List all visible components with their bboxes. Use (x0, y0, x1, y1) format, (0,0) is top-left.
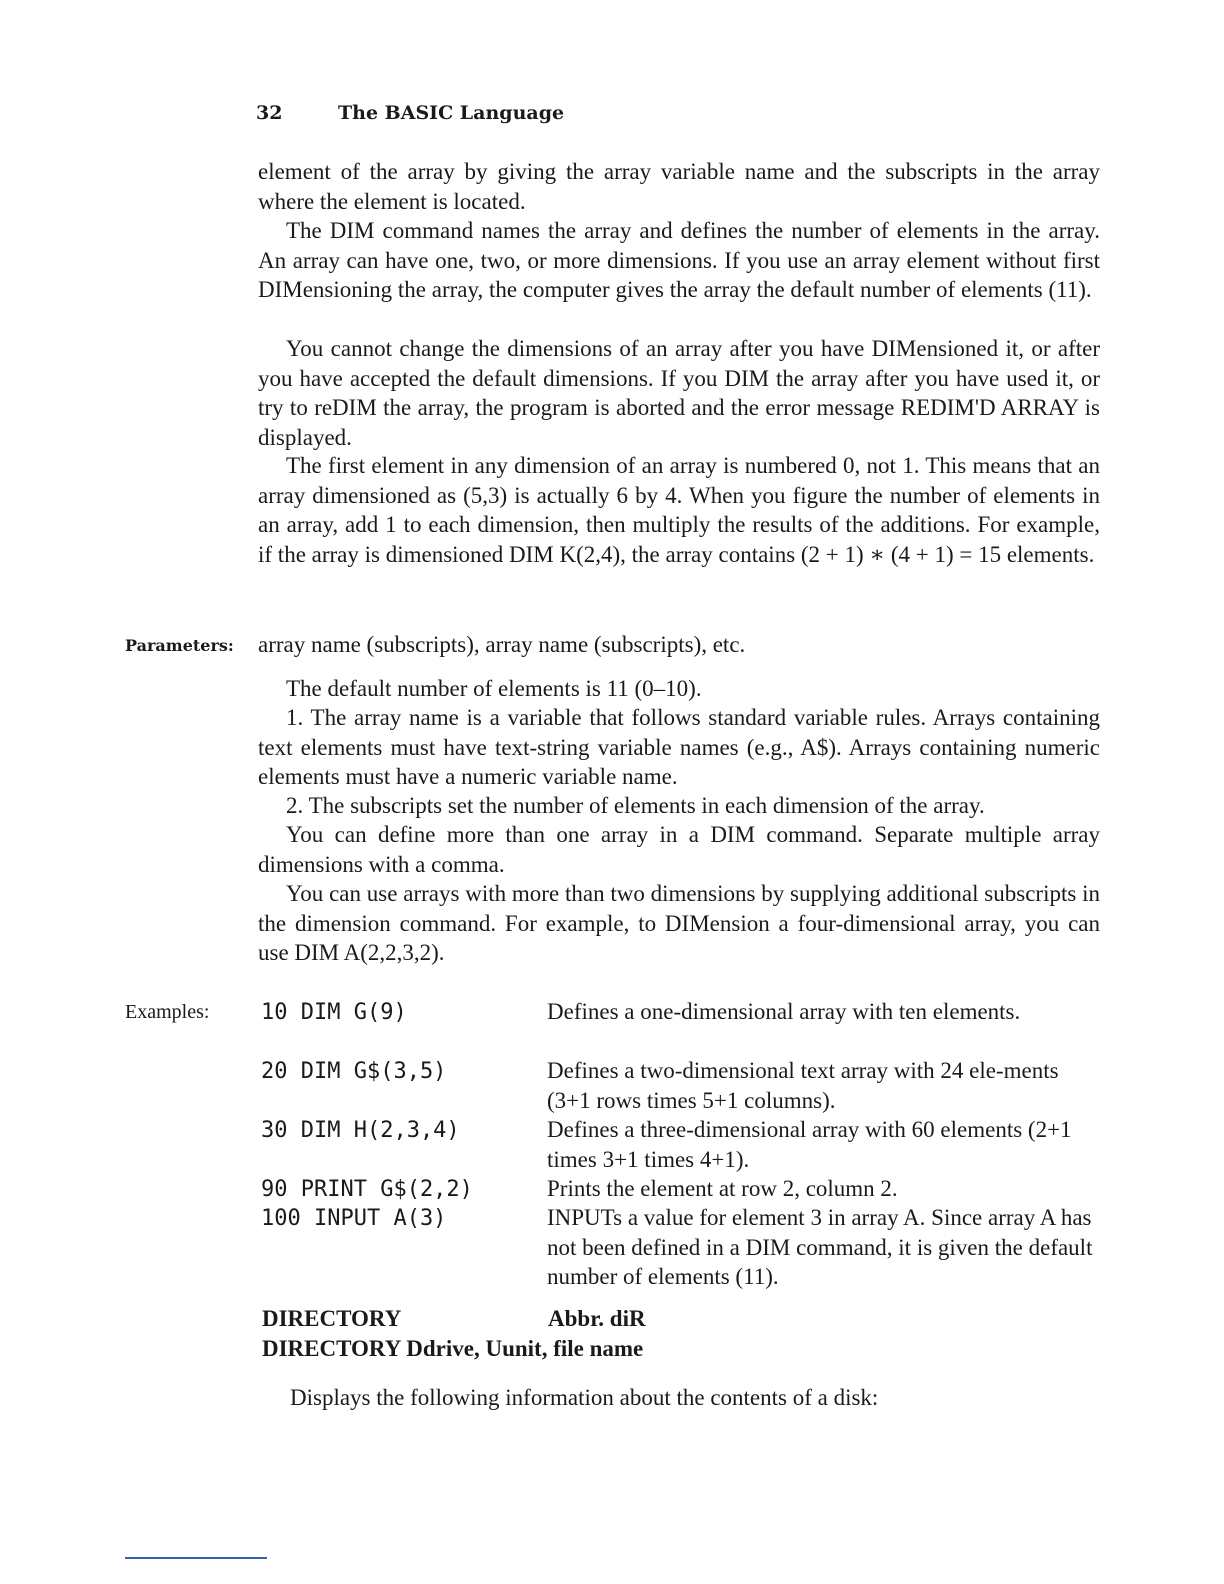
example-code-3: 30 DIM H(2,3,4) (261, 1118, 460, 1143)
directory-abbreviation: Abbr. diR (548, 1306, 646, 1331)
parameters-syntax: array name (subscripts), array name (subscripts), etc. (258, 632, 746, 657)
parameters-label: Parameters: (125, 636, 234, 655)
intro-paragraph-4: The first element in any dimension of an array is numbered 0, not 1. This means that an array dimensioned as (5,3) is actually 6 by 4. When you figure the number of elements in an array, add 1 to each dimension, then multiply the results of the additions. For example, if the array is dimensioned DIM K(2,4), the array contains (2 + 1) ∗ (4 + 1) = 15 elements. (258, 453, 1100, 567)
running-title: The BASIC Language (338, 102, 565, 124)
example-desc-1: Defines a one-dimensional array with ten elements. (547, 999, 1021, 1024)
example-code-2: 20 DIM G$(3,5) (261, 1059, 447, 1084)
example-desc-3: Defines a three-dimensional array with 60 elements (2+1 times 3+1 times 4+1). (547, 1117, 1072, 1172)
parameters-note-3: You can define more than one array in a DIM command. Separate multiple array dimensions with a comma. (258, 822, 1100, 877)
parameters-note-4: You can use arrays with more than two dimensions by supplying additional subscripts in the dimension command. For example, to DIMension a four-dimensional array, you can use DIM A(2,2,3,2). (258, 881, 1100, 965)
parameters-note-default: The default number of elements is 11 (0–10). (286, 676, 702, 701)
page-header (256, 102, 564, 124)
directory-heading: DIRECTORY (262, 1306, 402, 1331)
example-desc-4: Prints the element at row 2, column 2. (547, 1176, 898, 1201)
examples-label: Examples: (125, 1001, 210, 1023)
directory-description: Displays the following information about the contents of a disk: (290, 1385, 879, 1410)
directory-syntax: DIRECTORY Ddrive, Uunit, file name (262, 1336, 644, 1361)
intro-paragraph-2: The DIM command names the array and defines the number of elements in the array. An array can have one, two, or more dimensions. If you use an array element without first DIMensioning the array, the computer gives the array the default number of elements (11). (258, 218, 1100, 302)
page-number: 32 (256, 102, 283, 124)
example-code-5: 100 INPUT A(3) (261, 1206, 447, 1231)
parameters-note-2: 2. The subscripts set the number of elements in each dimension of the array. (286, 793, 985, 818)
intro-paragraph-1: element of the array by giving the array variable name and the subscripts in the array where the element is located. (258, 159, 1100, 214)
intro-paragraph-3: You cannot change the dimensions of an array after you have DIMensioned it, or after you have accepted the default dimensions. If you DIM the array after you have used it, or try to reDIM the array, the program is aborted and the error message REDIM'D ARRAY is displayed. (258, 336, 1100, 450)
example-code-4: 90 PRINT G$(2,2) (261, 1177, 473, 1202)
example-desc-2: Defines a two-dimensional text array with 24 ele-ments (3+1 rows times 5+1 columns). (547, 1058, 1059, 1113)
parameters-note-1: 1. The array name is a variable that follows standard variable rules. Arrays containing text elements must have text-string variable names (e.g., A$). Arrays containing numeric elements must have a numeric variable name. (258, 705, 1100, 789)
example-desc-5: INPUTs a value for element 3 in array A. Since array A has not been defined in a DIM command, it is given the default number of elements (11). (547, 1205, 1093, 1289)
example-code-1: 10 DIM G(9) (261, 1000, 407, 1025)
footer-rule (125, 1557, 267, 1559)
